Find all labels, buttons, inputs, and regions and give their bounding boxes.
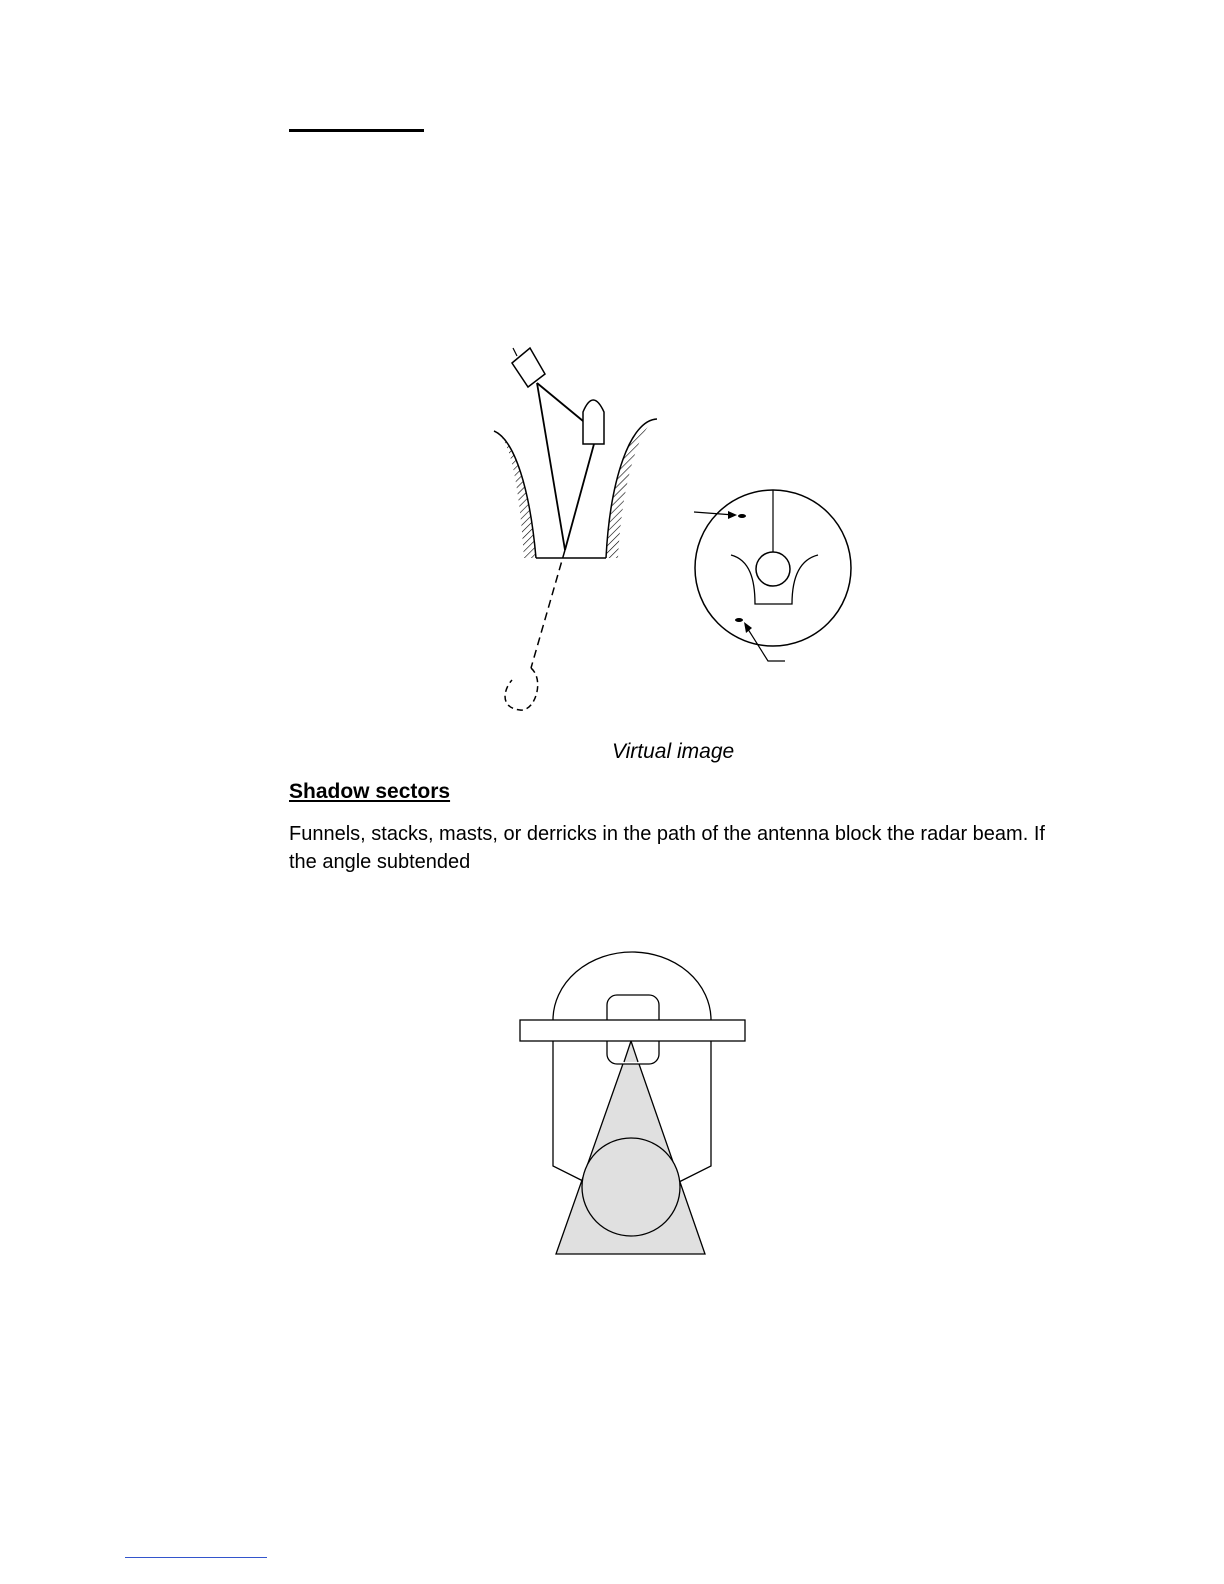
reflected-path-a [537, 383, 565, 550]
body-paragraph: Funnels, stacks, masts, or derricks in the path of the antenna block the radar beam. If the angle subtended [289, 823, 1045, 873]
virtual-image-figure [0, 0, 1224, 760]
false-echo [735, 618, 743, 622]
bow-outline [553, 952, 711, 1020]
true-echo [738, 514, 746, 518]
figure-caption: Virtual image [612, 740, 735, 763]
own-ship-marker [756, 552, 790, 586]
hull-right [679, 1041, 711, 1182]
radar-display [694, 490, 851, 661]
hull-left [553, 1041, 585, 1182]
virtual-path [531, 550, 565, 668]
target-object [512, 348, 545, 387]
radar-scanner [583, 400, 604, 444]
funnel [582, 1138, 680, 1236]
bridge-wall-right [606, 419, 657, 558]
mast-housing [607, 995, 659, 1064]
section-heading: Shadow sectors [289, 780, 451, 803]
virtual-target [505, 668, 538, 710]
bridge-wall-left [494, 431, 536, 558]
reflected-path-b [565, 444, 594, 550]
shadow-sector-apex [624, 1041, 638, 1062]
footnote-rule [125, 1557, 267, 1558]
direct-path [537, 383, 583, 421]
radar-antenna [520, 1020, 745, 1041]
shadow-sector [556, 1041, 705, 1254]
